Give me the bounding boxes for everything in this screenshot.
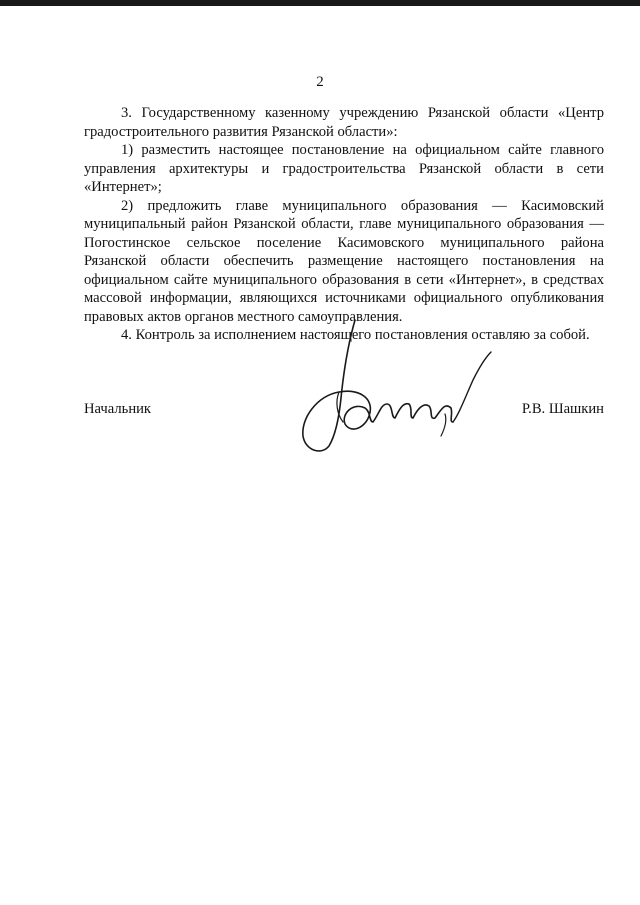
- top-border-line: [0, 0, 640, 6]
- page-number: 2: [316, 74, 324, 90]
- paragraph-3-item-1: 1) разместить настоящее постановление на официальном сайте главного управления архитектуры и градостроительства Рязанской области в сети «Интернет»;: [84, 142, 604, 195]
- paragraph-4: 4. Контроль за исполнением настоящего постановления оставляю за собой.: [121, 327, 590, 343]
- document-body: [84, 104, 604, 345]
- signatory-name: Р.В. Шашкин: [521, 401, 604, 417]
- handwritten-signature: [295, 318, 495, 458]
- paragraph-3-item-2: 2) предложить главе муниципального образования — Касимовский муниципальный район Рязанской области, главе муниципального образования — Погостинское сельское поселение Касимовского муниципального района Рязанской области обеспечить размещение настоящего постановления на официальном сайте муниципального образования в сети «Интернет», в средствах массовой информации, являющихся источниками официального опубликования правовых актов органов местного самоуправления.: [84, 197, 604, 325]
- signatory-title: Начальник: [84, 401, 152, 417]
- paragraph-3: 3. Государственному казенному учреждению Рязанской области «Центр градостроительного развития Рязанской области»:: [84, 105, 604, 140]
